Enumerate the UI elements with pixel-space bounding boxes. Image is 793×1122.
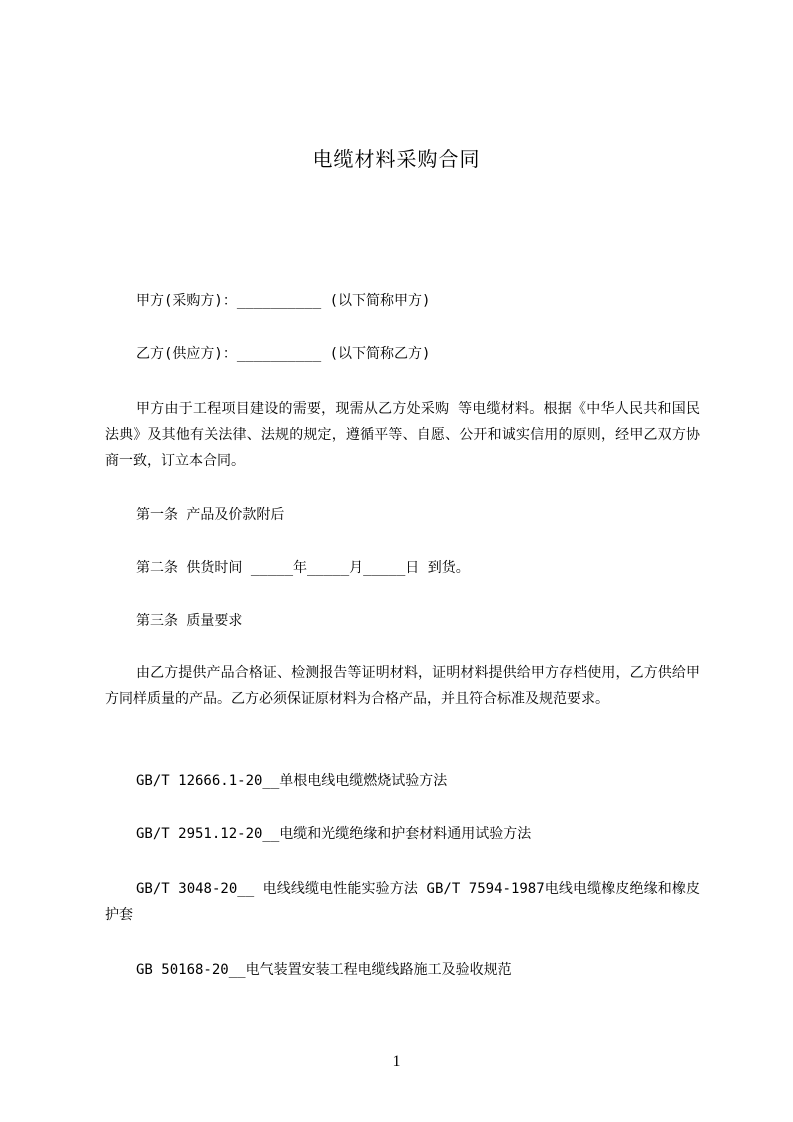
standard-item: GB/T 2951.12-20__电缆和光缆绝缘和护套材料通用试验方法 — [136, 826, 532, 842]
standard-item: GB 50168-20__电气装置安装工程电缆线路施工及验收规范 — [136, 962, 512, 978]
quality-paragraph: 由乙方提供产品合格证、检测报告等证明材料，证明材料提供给甲方存档使用，乙方供给甲方同样质量的产品。乙方必须保证原材料为合格产品，并且符合标准及规范要求。 — [105, 665, 700, 707]
article-3-heading: 第三条 质量要求 — [136, 613, 243, 629]
preamble-paragraph: 甲方由于工程项目建设的需要，现需从乙方处采购 等电缆材料。根据《中华人民共和国民法典》及其他有关法律、法规的规定，遵循平等、自愿、公开和诚实信用的原则，经甲乙双方协商一致，订立本合同。 — [105, 401, 700, 469]
article-1: 第一条 产品及价款附后 — [136, 507, 285, 523]
page-number: 1 — [392, 1053, 401, 1070]
party-a-line: 甲方(采购方)：__________ (以下简称甲方) — [136, 293, 431, 309]
party-b-line: 乙方(供应方)：__________ (以下简称乙方) — [136, 346, 431, 362]
article-2: 第二条 供货时间 _____年_____月_____日 到货。 — [136, 560, 470, 576]
document-title: 电缆材料采购合同 — [312, 147, 481, 171]
standard-item: GB/T 12666.1-20__单根电线电缆燃烧试验方法 — [136, 773, 448, 789]
standard-item: GB/T 3048-20__ 电线线缆电性能实验方法 GB/T 7594-1987电线电缆橡皮绝缘和橡皮护套 — [105, 881, 700, 923]
